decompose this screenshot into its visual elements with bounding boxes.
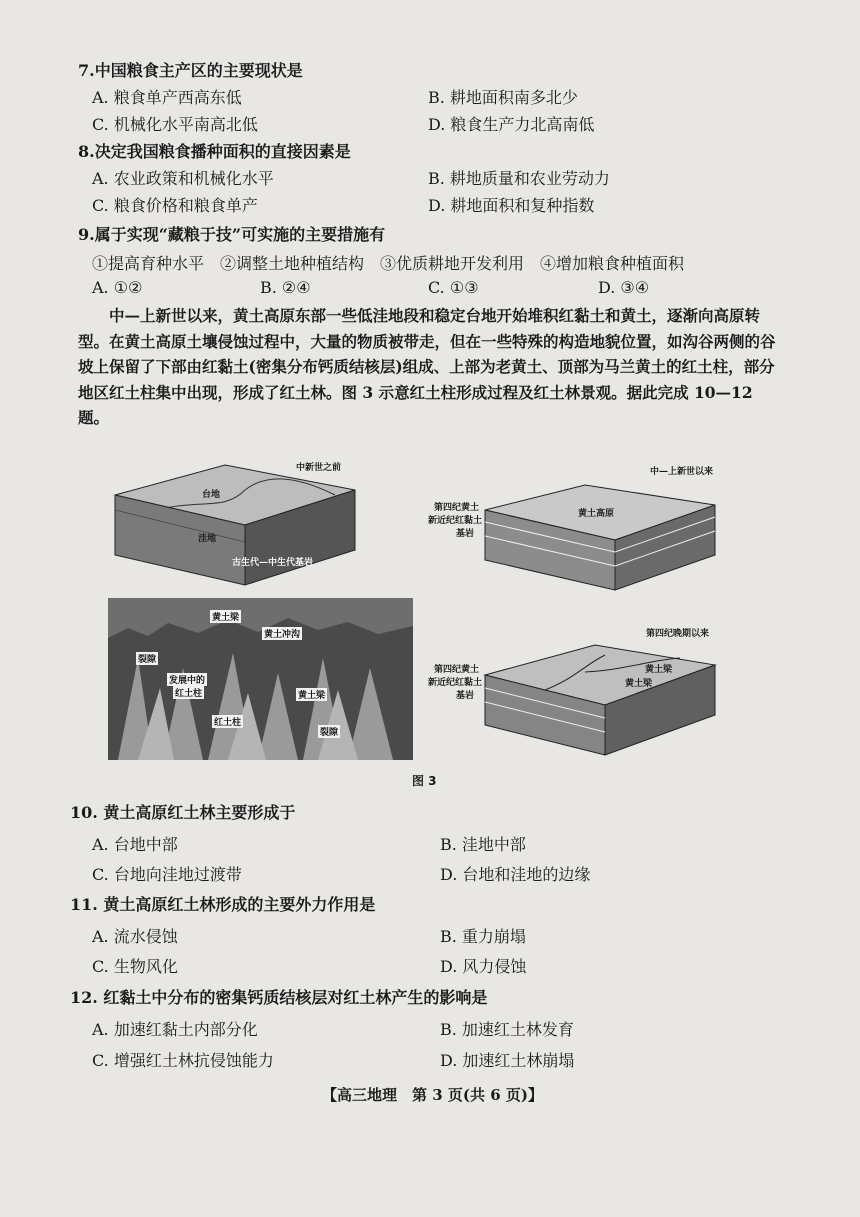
q8-option-a: A. 农业政策和机械化水平 bbox=[92, 169, 274, 188]
photo-label-developing-column: 红土柱 bbox=[173, 686, 204, 699]
q7-option-a: A. 粮食单产西高东低 bbox=[92, 88, 242, 107]
page-footer: 【高三地理 第 3 页(共 6 页)】 bbox=[322, 1086, 543, 1104]
block3-label-neogene-clay: 新近纪红黏土 bbox=[428, 678, 483, 688]
question-7-stem: 7.中国粮食主产区的主要现状是 bbox=[78, 61, 303, 80]
q7-option-b: B. 耕地面积南多北少 bbox=[428, 88, 578, 107]
figure-caption: 图 3 bbox=[412, 774, 437, 788]
q10-option-a: A. 台地中部 bbox=[92, 835, 178, 854]
block2-label-plateau: 黄土高原 bbox=[578, 509, 615, 519]
photo-label-loess-gully: 黄土冲沟 bbox=[262, 627, 302, 640]
block-late-quaternary bbox=[485, 645, 715, 755]
block1-label-depression: 洼地 bbox=[198, 534, 217, 544]
q10-option-c: C. 台地向洼地过渡带 bbox=[92, 865, 242, 884]
photo-label-red-column: 红土柱 bbox=[212, 715, 243, 728]
block3-label-ridge-2: 黄土梁 bbox=[625, 679, 653, 689]
photo-label-fissure-left: 裂隙 bbox=[136, 652, 158, 665]
q12-option-a: A. 加速红黏土内部分化 bbox=[92, 1020, 258, 1039]
question-8-stem: 8.决定我国粮食播种面积的直接因素是 bbox=[78, 142, 351, 161]
q11-option-a: A. 流水侵蚀 bbox=[92, 927, 178, 946]
q7-option-d: D. 粮食生产力北高南低 bbox=[428, 115, 595, 134]
reading-passage: 中—上新世以来，黄土高原东部一些低洼地段和稳定台地开始堆积红黏土和黄土，逐渐向高原转型。在黄土高原土壤侵蚀过程中，大量的物质被带走，但在一些特殊的构造地貌位置，如沟谷两侧的谷坡上保留了下部由红黏土(密集分布钙质结核层)组成、上部为老黄土、顶部为马兰黄土的红土柱，部分地区红土柱集中出现，形成了红土林。图 3 示意红土柱形成过程及红土林景观。据此完成 10—12 题。 bbox=[78, 306, 776, 427]
red-earth-forest-photo bbox=[108, 598, 413, 760]
q10-option-d: D. 台地和洼地的边缘 bbox=[440, 865, 591, 884]
block1-title: 中新世之前 bbox=[296, 463, 342, 473]
q9-statements: ①提高育种水平 ②调整土地种植结构 ③优质耕地开发利用 ④增加粮食种植面积 bbox=[92, 254, 685, 273]
q12-option-d: D. 加速红土林崩塌 bbox=[440, 1051, 575, 1070]
block3-label-quaternary-loess: 第四纪黄土 bbox=[434, 665, 480, 675]
q8-option-b: B. 耕地质量和农业劳动力 bbox=[428, 169, 610, 188]
q7-option-c: C. 机械化水平南高北低 bbox=[92, 115, 258, 134]
block1-label-bedrock: 古生代—中生代基岩 bbox=[232, 558, 314, 568]
photo-label-loess-ridge-top: 黄土梁 bbox=[210, 610, 241, 623]
q11-option-c: C. 生物风化 bbox=[92, 957, 178, 976]
q8-option-c: C. 粮食价格和粮食单产 bbox=[92, 196, 258, 215]
block2-label-bedrock: 基岩 bbox=[456, 529, 475, 539]
photo-label-fissure-right: 裂隙 bbox=[318, 725, 340, 738]
q12-option-c: C. 增强红土林抗侵蚀能力 bbox=[92, 1051, 274, 1070]
question-12-stem: 12. 红黏土中分布的密集钙质结核层对红土林产生的影响是 bbox=[70, 988, 488, 1007]
block1-label-platform: 台地 bbox=[202, 490, 221, 500]
question-11-stem: 11. 黄土高原红土林形成的主要外力作用是 bbox=[70, 895, 376, 914]
block2-label-neogene-clay: 新近纪红黏土 bbox=[428, 516, 483, 526]
question-10-stem: 10. 黄土高原红土林主要形成于 bbox=[70, 803, 296, 822]
q8-option-d: D. 耕地面积和复种指数 bbox=[428, 196, 595, 215]
q11-option-d: D. 风力侵蚀 bbox=[440, 957, 527, 976]
photo-label-developing: 发展中的 bbox=[167, 673, 207, 686]
block3-label-ridge-1: 黄土梁 bbox=[645, 665, 673, 675]
block2-title: 中—上新世以来 bbox=[650, 467, 714, 477]
q11-option-b: B. 重力崩塌 bbox=[440, 927, 526, 946]
q9-option-b: B. ②④ bbox=[260, 278, 311, 297]
block3-title: 第四纪晚期以来 bbox=[646, 629, 710, 639]
q9-option-c: C. ①③ bbox=[428, 278, 479, 297]
q9-option-a: A. ①② bbox=[92, 278, 143, 297]
question-9-stem: 9.属于实现“藏粮于技”可实施的主要措施有 bbox=[78, 225, 386, 244]
block2-label-quaternary-loess: 第四纪黄土 bbox=[434, 503, 480, 513]
block-mio-pliocene bbox=[485, 485, 715, 590]
q9-option-d: D. ③④ bbox=[598, 278, 650, 297]
photo-landscape bbox=[108, 598, 413, 760]
photo-label-loess-ridge-right: 黄土梁 bbox=[296, 688, 327, 701]
q12-option-b: B. 加速红土林发育 bbox=[440, 1020, 574, 1039]
q10-option-b: B. 洼地中部 bbox=[440, 835, 526, 854]
block3-label-bedrock: 基岩 bbox=[456, 691, 475, 701]
